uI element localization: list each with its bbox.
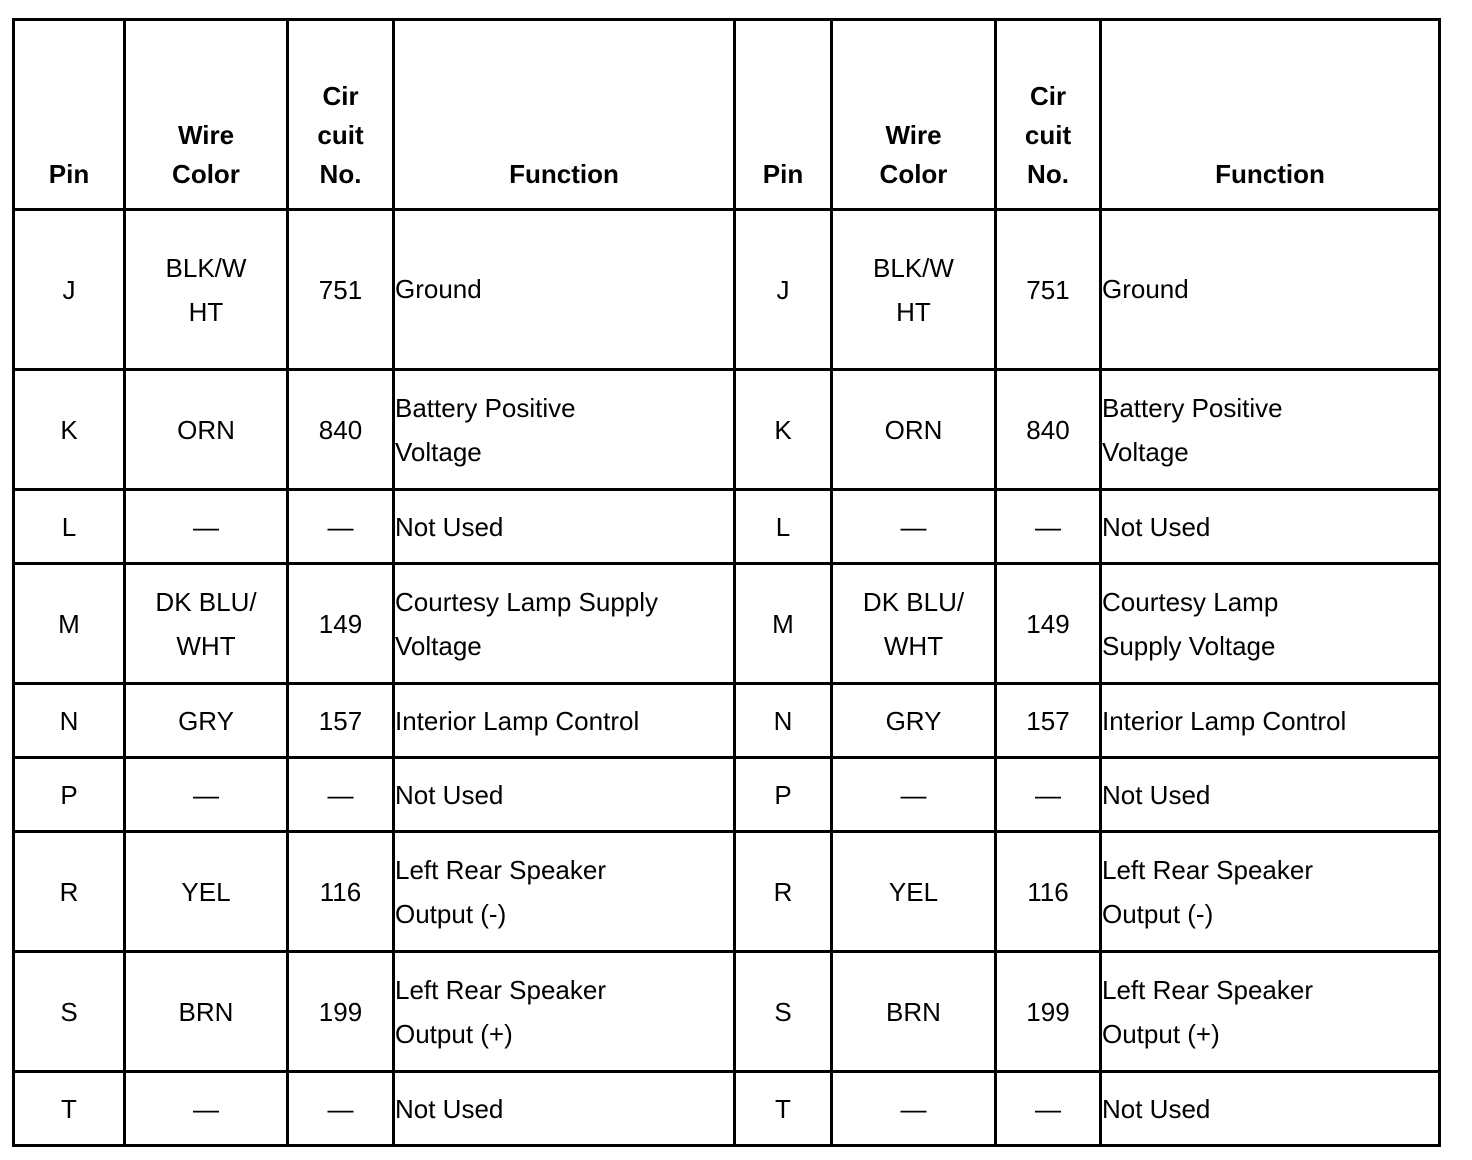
wire-color-cell [125, 210, 288, 370]
table-row [14, 832, 1440, 952]
function-line: Interior Lamp Control [1102, 705, 1347, 736]
function-line: Voltage [1102, 436, 1189, 467]
function-cell [394, 210, 735, 370]
circuit-number-cell: 149 [996, 564, 1101, 684]
pin-cell: M [735, 564, 832, 684]
header-circuit-left: Cir cuit No. [288, 20, 394, 210]
circuit-number-cell: — [996, 1072, 1101, 1146]
circuit-number-cell: — [288, 1072, 394, 1146]
function-line: Output (-) [1102, 898, 1214, 929]
pin-cell: L [14, 490, 125, 564]
wire-color-cell [832, 952, 996, 1072]
function-line: Voltage [395, 630, 482, 661]
pin-cell: P [735, 758, 832, 832]
header-wire-color-right: Wire Color [832, 20, 996, 210]
wire-color-cell [832, 1072, 996, 1146]
wire-color-line: ORN [884, 414, 943, 445]
function-line: Not Used [1102, 1093, 1211, 1124]
pin-cell: S [735, 952, 832, 1072]
function-cell [394, 952, 735, 1072]
circuit-number-cell: — [996, 758, 1101, 832]
function-line: Not Used [1102, 779, 1211, 810]
wire-color-line: — [193, 779, 219, 810]
function-line: Interior Lamp Control [395, 705, 640, 736]
pin-cell: R [14, 832, 125, 952]
wire-color-cell [832, 370, 996, 490]
circuit-number-cell: 840 [288, 370, 394, 490]
wire-color-line: HT [896, 296, 931, 327]
wire-color-cell [125, 370, 288, 490]
function-line: Not Used [1102, 511, 1211, 542]
function-cell [1101, 1072, 1440, 1146]
header-wire-color-left: Wire Color [125, 20, 288, 210]
wire-color-cell [125, 758, 288, 832]
function-line: Not Used [395, 779, 504, 810]
function-cell [1101, 832, 1440, 952]
header-pin-right: Pin [735, 20, 832, 210]
function-cell [1101, 210, 1440, 370]
function-cell [394, 490, 735, 564]
pin-cell: J [14, 210, 125, 370]
function-cell [1101, 758, 1440, 832]
pin-cell: P [14, 758, 125, 832]
wire-color-cell [832, 564, 996, 684]
table-row [14, 370, 1440, 490]
function-line: Not Used [395, 511, 504, 542]
circuit-number-cell: 157 [996, 684, 1101, 758]
function-cell [394, 1072, 735, 1146]
table-row [14, 684, 1440, 758]
function-line: Ground [395, 274, 482, 304]
function-line: Supply Voltage [1102, 630, 1276, 661]
wire-color-line: BRN [178, 996, 234, 1027]
function-line: Output (+) [1102, 1018, 1220, 1049]
wire-color-cell [832, 832, 996, 952]
circuit-number-cell: — [996, 490, 1101, 564]
wire-color-line: DK BLU/ [862, 586, 965, 617]
circuit-number-cell: 840 [996, 370, 1101, 490]
function-line: Left Rear Speaker [1102, 854, 1314, 885]
wire-color-line: ORN [177, 414, 235, 445]
circuit-number-cell: 751 [996, 210, 1101, 370]
connector-pinout-document [12, 18, 1438, 1147]
circuit-number-cell: 149 [288, 564, 394, 684]
pin-cell: R [735, 832, 832, 952]
circuit-number-cell: 157 [288, 684, 394, 758]
wire-color-line: — [900, 779, 927, 810]
function-line: Not Used [395, 1093, 504, 1124]
circuit-number-cell: 199 [996, 952, 1101, 1072]
pin-cell: T [14, 1072, 125, 1146]
function-cell [394, 370, 735, 490]
wire-color-line: GRY [178, 705, 234, 736]
function-line: Left Rear Speaker [395, 854, 607, 885]
function-line: Left Rear Speaker [1102, 974, 1314, 1005]
pin-cell: N [14, 684, 125, 758]
function-cell [1101, 490, 1440, 564]
circuit-number-cell: 116 [996, 832, 1101, 952]
function-cell [394, 758, 735, 832]
wire-color-line: — [193, 511, 219, 542]
function-cell [1101, 684, 1440, 758]
pin-rows [14, 210, 1440, 1146]
pin-cell: M [14, 564, 125, 684]
function-line: Voltage [395, 436, 482, 467]
circuit-number-cell: 199 [288, 952, 394, 1072]
circuit-number-cell: 116 [288, 832, 394, 952]
wire-color-cell [832, 490, 996, 564]
header-function-left: Function [394, 20, 735, 210]
table-row [14, 758, 1440, 832]
wire-color-line: YEL [888, 876, 939, 907]
header-pin-left: Pin [14, 20, 125, 210]
pin-cell: S [14, 952, 125, 1072]
function-cell [1101, 952, 1440, 1072]
function-cell [394, 832, 735, 952]
wire-color-line: BLK/W [165, 252, 247, 283]
function-line: Output (+) [395, 1018, 513, 1049]
table-row [14, 952, 1440, 1072]
pin-cell: T [735, 1072, 832, 1146]
wire-color-line: YEL [181, 876, 231, 907]
pin-cell: K [14, 370, 125, 490]
wire-color-cell [125, 1072, 288, 1146]
function-cell [1101, 564, 1440, 684]
function-line: Battery Positive [1102, 392, 1283, 423]
pin-cell: L [735, 490, 832, 564]
header-row [14, 20, 1440, 210]
circuit-number-cell: — [288, 490, 394, 564]
header-function-right: Function [1101, 20, 1440, 210]
wire-color-cell [832, 210, 996, 370]
wire-color-line: BLK/W [873, 252, 954, 283]
pin-cell: N [735, 684, 832, 758]
header-circuit-right: Cir cuit No. [996, 20, 1101, 210]
function-cell [394, 684, 735, 758]
pin-cell: J [735, 210, 832, 370]
table-row [14, 210, 1440, 370]
table-row [14, 490, 1440, 564]
wire-color-line: HT [188, 296, 224, 327]
wire-color-line: BRN [886, 996, 941, 1027]
function-line: Ground [1102, 274, 1189, 304]
function-line: Courtesy Lamp Supply [395, 586, 659, 617]
function-cell [1101, 370, 1440, 490]
table-row [14, 1072, 1440, 1146]
wire-color-line: GRY [885, 705, 942, 736]
wire-color-cell [832, 758, 996, 832]
function-line: Courtesy Lamp [1102, 586, 1279, 617]
pin-cell: K [735, 370, 832, 490]
wire-color-cell [125, 564, 288, 684]
wire-color-cell [125, 952, 288, 1072]
wire-color-line: WHT [176, 630, 236, 661]
wire-color-line: — [193, 1093, 219, 1124]
function-line: Battery Positive [395, 392, 576, 423]
pinout-table [12, 18, 1441, 1147]
wire-color-line: WHT [883, 630, 944, 661]
circuit-number-cell: — [288, 758, 394, 832]
wire-color-line: — [900, 1093, 927, 1124]
wire-color-line: — [900, 511, 927, 542]
function-line: Output (-) [395, 898, 507, 929]
function-cell [394, 564, 735, 684]
wire-color-line: DK BLU/ [155, 586, 257, 617]
wire-color-cell [832, 684, 996, 758]
circuit-number-cell: 751 [288, 210, 394, 370]
wire-color-cell [125, 490, 288, 564]
wire-color-cell [125, 684, 288, 758]
wire-color-cell [125, 832, 288, 952]
table-row [14, 564, 1440, 684]
function-line: Left Rear Speaker [395, 974, 607, 1005]
